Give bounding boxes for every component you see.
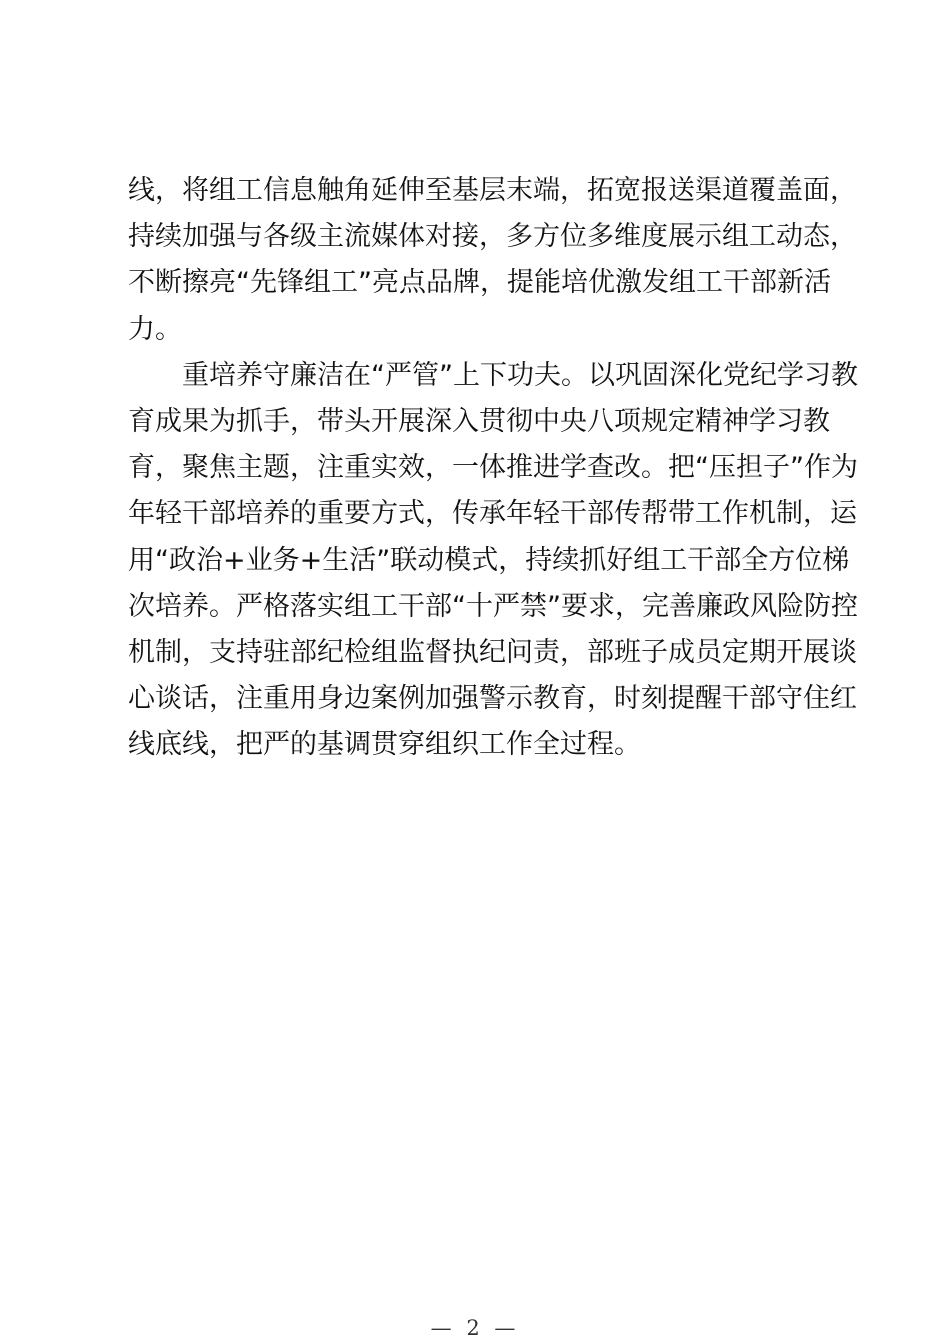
- text-line: 重培养守廉洁在“严管”上下功夫。以巩固深化党纪学习教: [128, 359, 858, 391]
- text-line: 力。: [128, 313, 182, 345]
- body-text: [128, 168, 858, 768]
- text-line: 育成果为抓手，带头开展深入贯彻中央八项规定精神学习教: [128, 405, 830, 437]
- text-line: 用“政治+业务+生活”联动模式，持续抓好组工干部全方位梯: [128, 544, 850, 576]
- text-line: 次培养。严格落实组工干部“十严禁”要求，完善廉政风险防控: [128, 590, 858, 622]
- text-line: 年轻干部培养的重要方式，传承年轻干部传帮带工作机制，运: [128, 498, 857, 530]
- text-line: 机制，支持驻部纪检组监督执纪问责，部班子成员定期开展谈: [128, 636, 857, 668]
- text-line: 持续加强与各级主流媒体对接，多方位多维度展示组工动态，: [128, 221, 857, 253]
- text-line: 不断擦亮“先锋组工”亮点品牌，提能培优激发组工干部新活: [128, 267, 831, 299]
- text-line: 育，聚焦主题，注重实效，一体推进学查改。把“压担子”作为: [128, 452, 858, 484]
- text-line: 心谈话，注重用身边案例加强警示教育，时刻提醒干部守住红: [128, 683, 857, 715]
- page-number: — 2 —: [430, 1316, 520, 1340]
- text-line: 线底线，把严的基调贯穿组织工作全过程。: [128, 729, 641, 761]
- text-line: 线，将组工信息触角延伸至基层末端，拓宽报送渠道覆盖面，: [128, 175, 857, 206]
